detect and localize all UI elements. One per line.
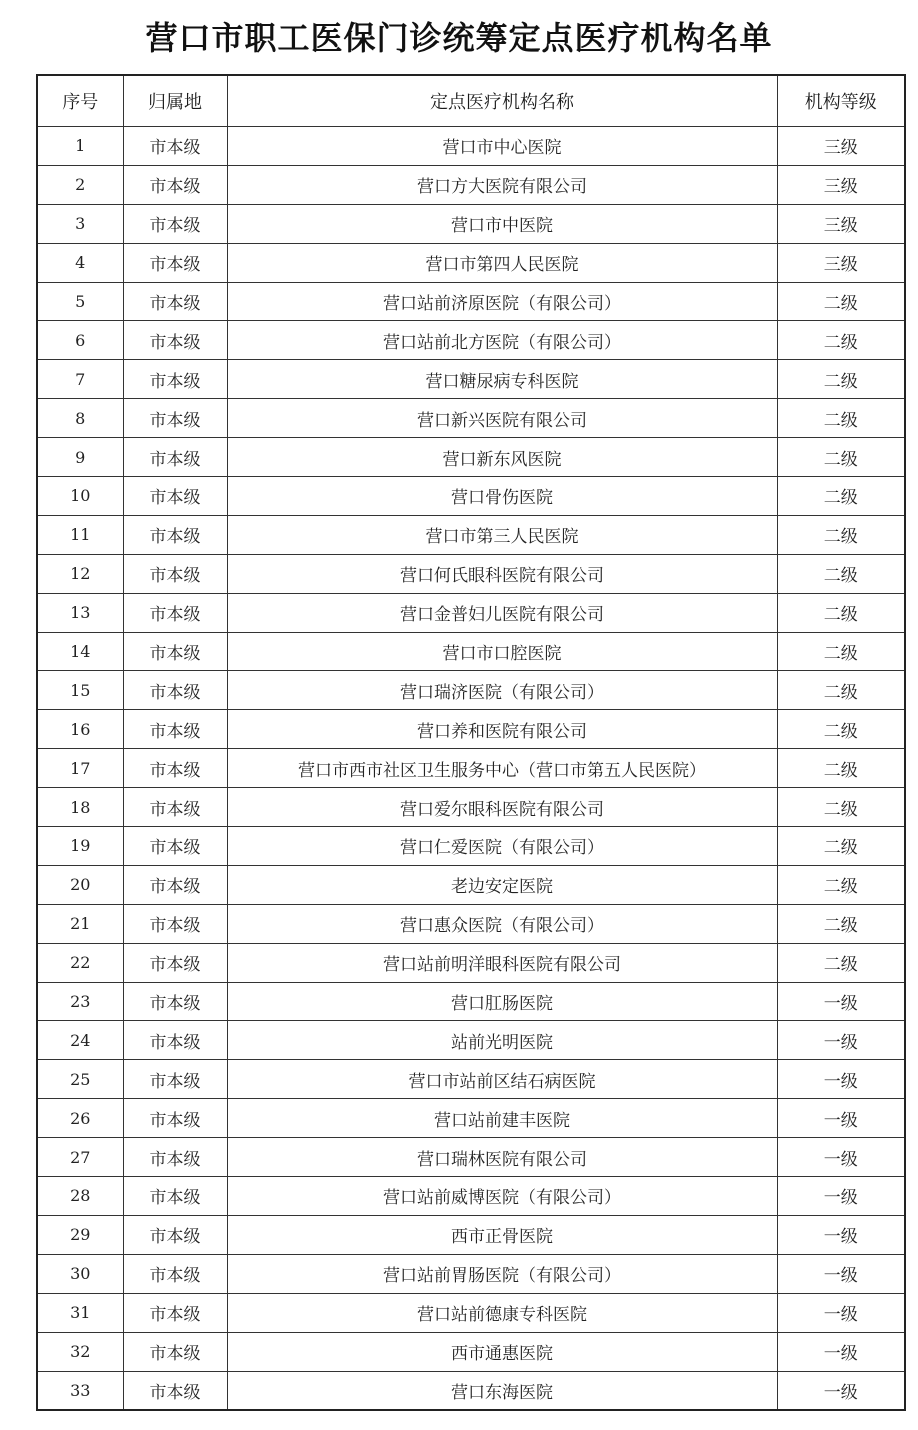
cell-institution-name: 营口市中心医院 [227, 127, 777, 166]
table-row [37, 632, 905, 671]
cell-institution-name: 营口站前胃肠医院（有限公司） [227, 1254, 777, 1293]
cell-serial-number: 21 [37, 904, 123, 943]
table-body [37, 127, 905, 1411]
cell-jurisdiction: 市本级 [123, 438, 227, 477]
cell-institution-name: 营口糖尿病专科医院 [227, 360, 777, 399]
cell-jurisdiction: 市本级 [123, 904, 227, 943]
table-row [37, 982, 905, 1021]
cell-serial-number: 14 [37, 632, 123, 671]
cell-institution-grade: 二级 [777, 710, 905, 749]
cell-serial-number: 13 [37, 593, 123, 632]
cell-serial-number: 20 [37, 865, 123, 904]
cell-serial-number: 16 [37, 710, 123, 749]
cell-jurisdiction: 市本级 [123, 1021, 227, 1060]
cell-jurisdiction: 市本级 [123, 710, 227, 749]
institution-table-container [36, 74, 904, 1411]
table-row [37, 904, 905, 943]
cell-institution-name: 营口肛肠医院 [227, 982, 777, 1021]
cell-institution-grade: 二级 [777, 360, 905, 399]
cell-institution-grade: 一级 [777, 1293, 905, 1332]
cell-institution-grade: 三级 [777, 127, 905, 166]
cell-jurisdiction: 市本级 [123, 1177, 227, 1216]
cell-institution-name: 营口站前明洋眼科医院有限公司 [227, 943, 777, 982]
table-row [37, 282, 905, 321]
header-jurisdiction: 归属地 [123, 75, 227, 127]
table-row [37, 477, 905, 516]
cell-jurisdiction: 市本级 [123, 593, 227, 632]
cell-serial-number: 27 [37, 1138, 123, 1177]
cell-jurisdiction: 市本级 [123, 1060, 227, 1099]
cell-jurisdiction: 市本级 [123, 671, 227, 710]
cell-institution-name: 营口养和医院有限公司 [227, 710, 777, 749]
cell-serial-number: 30 [37, 1254, 123, 1293]
table-row [37, 1177, 905, 1216]
cell-jurisdiction: 市本级 [123, 1332, 227, 1371]
table-row [37, 827, 905, 866]
table-row [37, 321, 905, 360]
cell-institution-grade: 二级 [777, 904, 905, 943]
cell-institution-name: 营口爱尔眼科医院有限公司 [227, 788, 777, 827]
table-row [37, 515, 905, 554]
header-institution-grade: 机构等级 [777, 75, 905, 127]
cell-serial-number: 6 [37, 321, 123, 360]
cell-institution-name: 西市正骨医院 [227, 1215, 777, 1254]
table-row [37, 360, 905, 399]
cell-institution-name: 老边安定医院 [227, 865, 777, 904]
cell-institution-name: 营口新东风医院 [227, 438, 777, 477]
cell-institution-name: 营口瑞济医院（有限公司） [227, 671, 777, 710]
cell-jurisdiction: 市本级 [123, 204, 227, 243]
cell-serial-number: 33 [37, 1371, 123, 1410]
cell-serial-number: 7 [37, 360, 123, 399]
cell-serial-number: 10 [37, 477, 123, 516]
table-row [37, 127, 905, 166]
cell-jurisdiction: 市本级 [123, 827, 227, 866]
cell-institution-grade: 二级 [777, 282, 905, 321]
table-row [37, 1293, 905, 1332]
table-row [37, 865, 905, 904]
cell-jurisdiction: 市本级 [123, 788, 227, 827]
cell-institution-grade: 二级 [777, 399, 905, 438]
table-row [37, 671, 905, 710]
table-row [37, 399, 905, 438]
cell-jurisdiction: 市本级 [123, 982, 227, 1021]
cell-institution-name: 营口市口腔医院 [227, 632, 777, 671]
institution-table [36, 74, 906, 1411]
cell-institution-name: 营口惠众医院（有限公司） [227, 904, 777, 943]
cell-institution-grade: 二级 [777, 749, 905, 788]
cell-serial-number: 17 [37, 749, 123, 788]
cell-serial-number: 26 [37, 1099, 123, 1138]
cell-jurisdiction: 市本级 [123, 399, 227, 438]
cell-serial-number: 12 [37, 554, 123, 593]
cell-institution-name: 营口东海医院 [227, 1371, 777, 1410]
cell-institution-name: 营口新兴医院有限公司 [227, 399, 777, 438]
cell-jurisdiction: 市本级 [123, 360, 227, 399]
cell-institution-grade: 一级 [777, 1215, 905, 1254]
table-row [37, 1371, 905, 1410]
cell-institution-name: 营口方大医院有限公司 [227, 165, 777, 204]
cell-institution-grade: 一级 [777, 1177, 905, 1216]
cell-institution-grade: 二级 [777, 438, 905, 477]
cell-jurisdiction: 市本级 [123, 1254, 227, 1293]
cell-serial-number: 9 [37, 438, 123, 477]
cell-institution-name: 营口市中医院 [227, 204, 777, 243]
cell-serial-number: 15 [37, 671, 123, 710]
cell-institution-grade: 一级 [777, 1371, 905, 1410]
cell-jurisdiction: 市本级 [123, 515, 227, 554]
table-row [37, 749, 905, 788]
cell-institution-grade: 二级 [777, 554, 905, 593]
table-row [37, 1215, 905, 1254]
table-row [37, 165, 905, 204]
table-row [37, 943, 905, 982]
cell-institution-grade: 一级 [777, 982, 905, 1021]
header-institution-name: 定点医疗机构名称 [227, 75, 777, 127]
cell-institution-grade: 一级 [777, 1021, 905, 1060]
table-row [37, 554, 905, 593]
cell-institution-grade: 二级 [777, 477, 905, 516]
cell-jurisdiction: 市本级 [123, 321, 227, 360]
cell-institution-name: 营口站前北方医院（有限公司） [227, 321, 777, 360]
cell-institution-grade: 一级 [777, 1099, 905, 1138]
table-row [37, 593, 905, 632]
cell-institution-grade: 二级 [777, 788, 905, 827]
cell-serial-number: 29 [37, 1215, 123, 1254]
cell-serial-number: 1 [37, 127, 123, 166]
cell-institution-name: 营口站前德康专科医院 [227, 1293, 777, 1332]
cell-institution-grade: 二级 [777, 515, 905, 554]
cell-institution-name: 营口市第三人民医院 [227, 515, 777, 554]
table-row [37, 1254, 905, 1293]
cell-institution-grade: 二级 [777, 943, 905, 982]
cell-institution-grade: 二级 [777, 671, 905, 710]
document-title: 营口市职工医保门诊统筹定点医疗机构名单 [145, 19, 773, 57]
table-row [37, 204, 905, 243]
cell-institution-grade: 一级 [777, 1138, 905, 1177]
cell-institution-name: 营口何氏眼科医院有限公司 [227, 554, 777, 593]
cell-jurisdiction: 市本级 [123, 1215, 227, 1254]
cell-institution-grade: 二级 [777, 827, 905, 866]
cell-institution-name: 营口金普妇儿医院有限公司 [227, 593, 777, 632]
table-row [37, 438, 905, 477]
table-row [37, 788, 905, 827]
cell-serial-number: 25 [37, 1060, 123, 1099]
cell-serial-number: 32 [37, 1332, 123, 1371]
cell-institution-name: 营口市第四人民医院 [227, 243, 777, 282]
cell-jurisdiction: 市本级 [123, 865, 227, 904]
cell-jurisdiction: 市本级 [123, 1293, 227, 1332]
cell-jurisdiction: 市本级 [123, 282, 227, 321]
cell-institution-name: 西市通惠医院 [227, 1332, 777, 1371]
cell-serial-number: 2 [37, 165, 123, 204]
table-row [37, 1021, 905, 1060]
cell-serial-number: 24 [37, 1021, 123, 1060]
cell-institution-name: 营口瑞林医院有限公司 [227, 1138, 777, 1177]
cell-serial-number: 18 [37, 788, 123, 827]
table-row [37, 1332, 905, 1371]
cell-institution-name: 营口市西市社区卫生服务中心（营口市第五人民医院） [227, 749, 777, 788]
table-row [37, 1099, 905, 1138]
cell-serial-number: 3 [37, 204, 123, 243]
cell-jurisdiction: 市本级 [123, 749, 227, 788]
cell-jurisdiction: 市本级 [123, 1138, 227, 1177]
cell-jurisdiction: 市本级 [123, 477, 227, 516]
cell-institution-grade: 三级 [777, 243, 905, 282]
cell-jurisdiction: 市本级 [123, 1371, 227, 1410]
cell-serial-number: 8 [37, 399, 123, 438]
cell-serial-number: 22 [37, 943, 123, 982]
cell-serial-number: 31 [37, 1293, 123, 1332]
cell-institution-grade: 二级 [777, 865, 905, 904]
cell-jurisdiction: 市本级 [123, 1099, 227, 1138]
cell-institution-name: 营口市站前区结石病医院 [227, 1060, 777, 1099]
cell-serial-number: 28 [37, 1177, 123, 1216]
cell-institution-name: 营口站前威博医院（有限公司） [227, 1177, 777, 1216]
cell-serial-number: 5 [37, 282, 123, 321]
cell-jurisdiction: 市本级 [123, 632, 227, 671]
cell-serial-number: 23 [37, 982, 123, 1021]
table-row [37, 710, 905, 749]
header-serial-number: 序号 [37, 75, 123, 127]
cell-institution-grade: 二级 [777, 632, 905, 671]
table-row [37, 1138, 905, 1177]
cell-institution-name: 营口仁爱医院（有限公司） [227, 827, 777, 866]
cell-serial-number: 11 [37, 515, 123, 554]
cell-institution-grade: 二级 [777, 321, 905, 360]
cell-institution-name: 营口站前建丰医院 [227, 1099, 777, 1138]
table-row [37, 243, 905, 282]
cell-institution-grade: 二级 [777, 593, 905, 632]
table-row [37, 1060, 905, 1099]
cell-institution-grade: 三级 [777, 165, 905, 204]
cell-institution-name: 站前光明医院 [227, 1021, 777, 1060]
table-header-row [37, 75, 905, 127]
cell-institution-grade: 一级 [777, 1060, 905, 1099]
cell-jurisdiction: 市本级 [123, 554, 227, 593]
cell-institution-grade: 一级 [777, 1332, 905, 1371]
cell-serial-number: 4 [37, 243, 123, 282]
cell-serial-number: 19 [37, 827, 123, 866]
cell-institution-name: 营口骨伤医院 [227, 477, 777, 516]
cell-jurisdiction: 市本级 [123, 943, 227, 982]
cell-institution-name: 营口站前济原医院（有限公司） [227, 282, 777, 321]
cell-jurisdiction: 市本级 [123, 243, 227, 282]
cell-jurisdiction: 市本级 [123, 127, 227, 166]
cell-jurisdiction: 市本级 [123, 165, 227, 204]
cell-institution-grade: 三级 [777, 204, 905, 243]
cell-institution-grade: 一级 [777, 1254, 905, 1293]
